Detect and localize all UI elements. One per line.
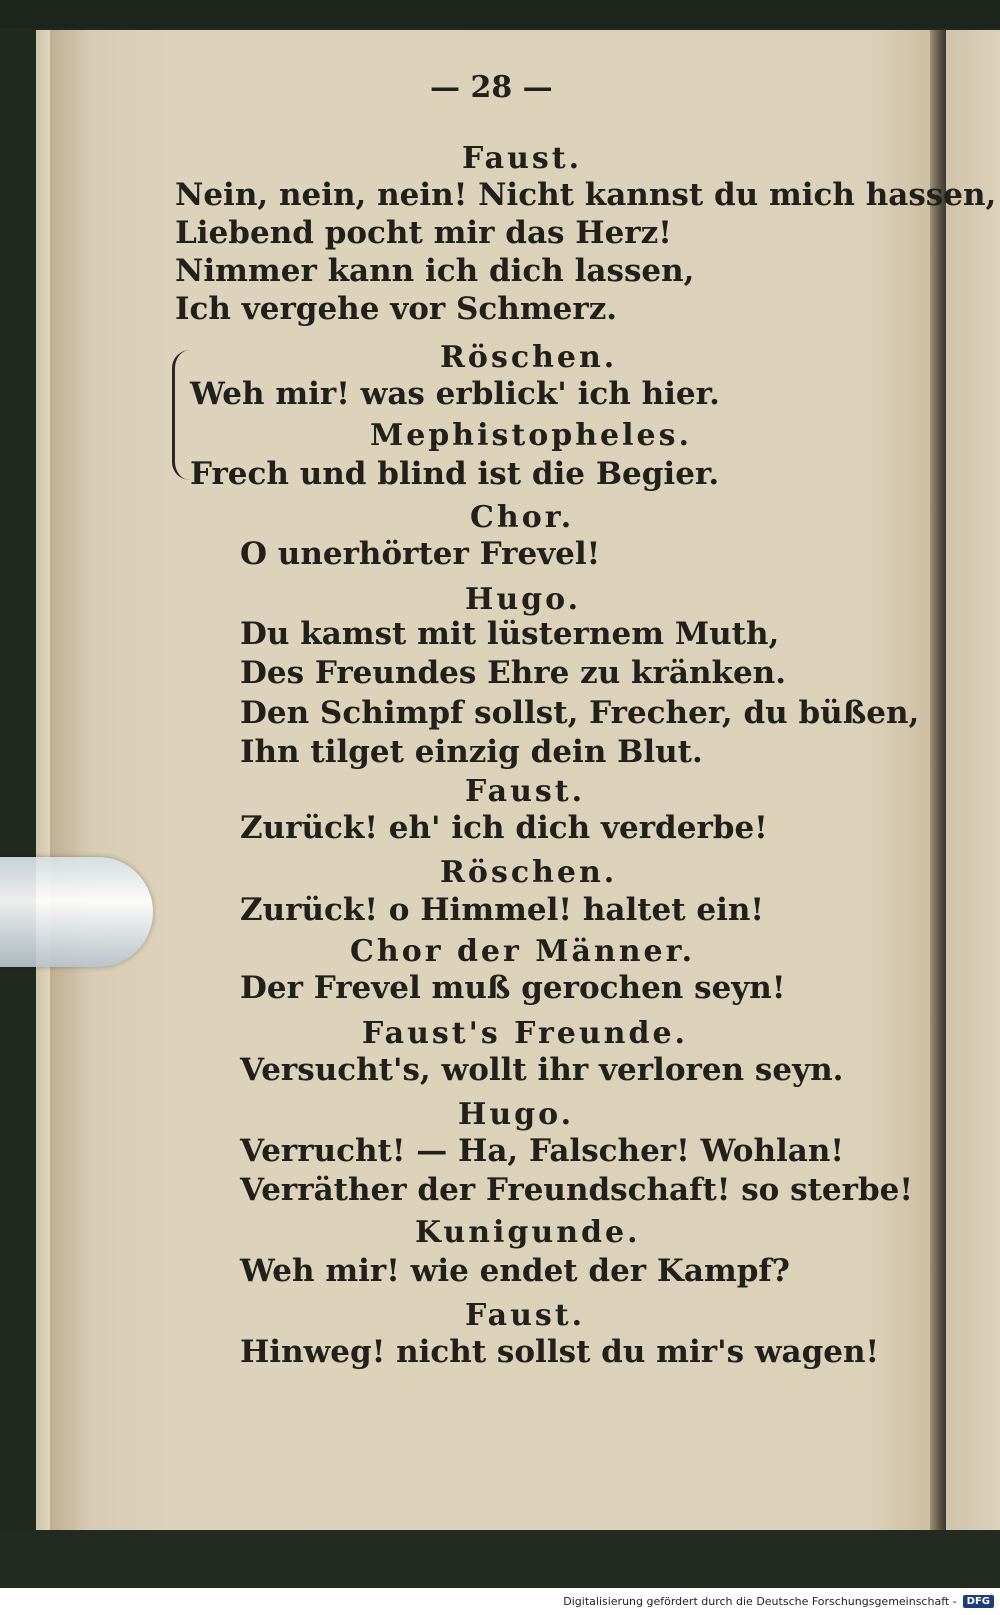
speaker-label: Chor. bbox=[470, 500, 575, 535]
scanner-thumb-clip bbox=[0, 857, 153, 967]
verse-line: Ich vergehe vor Schmerz. bbox=[175, 291, 618, 327]
verse-line: Zurück! eh' ich dich verderbe! bbox=[240, 810, 768, 846]
scan-background-top bbox=[0, 0, 1000, 28]
speaker-label: Kunigunde. bbox=[415, 1215, 641, 1250]
verse-line: Ihn tilget einzig dein Blut. bbox=[240, 734, 703, 770]
verse-line: Hinweg! nicht sollst du mir's wagen! bbox=[240, 1334, 880, 1370]
verse-line: Nein, nein, nein! Nicht kannst du mich hassen, bbox=[175, 177, 997, 213]
speaker-label: Chor der Männer. bbox=[350, 934, 696, 969]
book-gutter bbox=[930, 30, 946, 1530]
speaker-label: Hugo. bbox=[465, 582, 582, 617]
verse-line: O unerhörter Frevel! bbox=[240, 536, 601, 572]
verse-line: Verräther der Freundschaft! so sterbe! bbox=[240, 1172, 913, 1208]
verse-line: Liebend pocht mir das Herz! bbox=[175, 215, 672, 251]
verse-line: Weh mir! wie endet der Kampf? bbox=[240, 1253, 790, 1289]
verse-line: Zurück! o Himmel! haltet ein! bbox=[240, 892, 765, 928]
verse-line: Verrucht! — Ha, Falscher! Wohlan! bbox=[240, 1133, 845, 1169]
speaker-label: Röschen. bbox=[440, 340, 618, 375]
verse-line: Du kamst mit lüsternem Muth, bbox=[240, 616, 780, 652]
verse-line: Des Freundes Ehre zu kränken. bbox=[240, 655, 787, 691]
speaker-label: Hugo. bbox=[458, 1097, 575, 1132]
dfg-logo: DFG bbox=[963, 1595, 994, 1608]
speaker-label: Röschen. bbox=[440, 855, 618, 890]
speaker-label: Mephistopheles. bbox=[370, 418, 692, 453]
verse-line: Der Frevel muß gerochen seyn! bbox=[240, 970, 786, 1006]
speaker-label: Faust. bbox=[462, 141, 583, 176]
verse-line: Versucht's, wollt ihr verloren seyn. bbox=[240, 1052, 844, 1088]
footer-credit: Digitalisierung gefördert durch die Deutsche Forschungsgemeinschaft - bbox=[563, 1595, 957, 1608]
verse-line: Den Schimpf sollst, Frecher, du büßen, bbox=[240, 695, 920, 731]
speaker-label: Faust. bbox=[465, 774, 586, 809]
page-number: — 28 — bbox=[430, 70, 553, 105]
verse-line: Nimmer kann ich dich lassen, bbox=[175, 253, 695, 289]
verse-line: Weh mir! was erblick' ich hier. bbox=[190, 376, 720, 412]
footer-bar bbox=[0, 1588, 1000, 1615]
speaker-label: Faust's Freunde. bbox=[362, 1016, 688, 1051]
next-page-edge bbox=[946, 30, 1000, 1530]
scan-background-bottom bbox=[0, 1530, 1000, 1588]
bracket-brace bbox=[172, 350, 191, 480]
verse-line: Frech und blind ist die Begier. bbox=[190, 456, 720, 492]
speaker-label: Faust. bbox=[465, 1298, 586, 1333]
